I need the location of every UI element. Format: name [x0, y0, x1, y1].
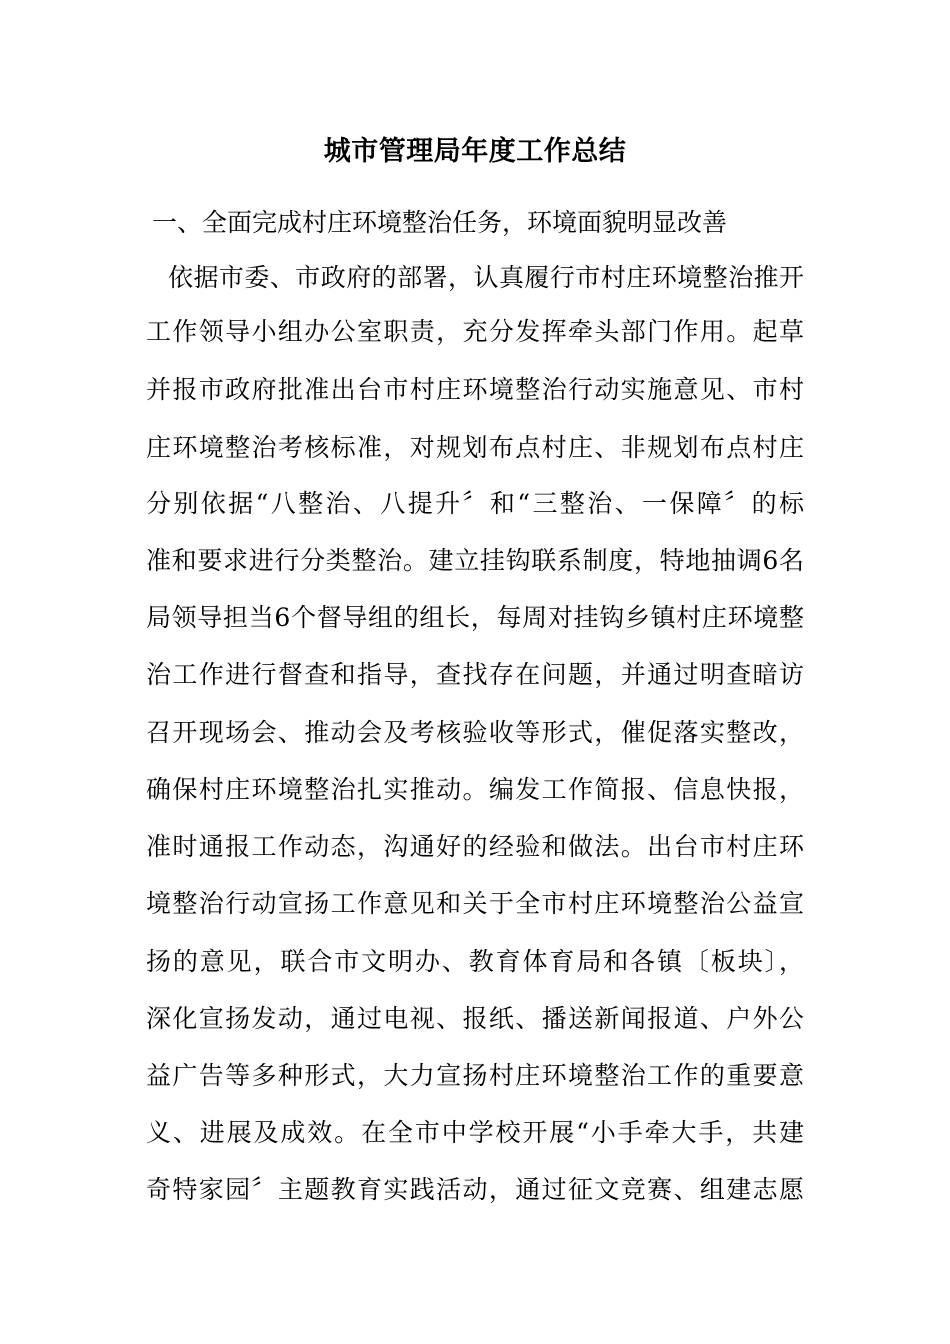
paragraph-line: 依据市委、市政府的部署，认真履行市村庄环境整治推开: [168, 263, 804, 292]
document-title: 城市管理局年度工作总结: [323, 136, 627, 167]
section-heading: 一、全面完成村庄环境整治任务，环境面貌明显改善: [152, 208, 728, 237]
paragraph-line: 治工作进行督查和指导，查找存在问题，并通过明查暗访: [146, 660, 804, 689]
paragraph-line: 局领导担当6个督导组的组长，每周对挂钩乡镇村庄环境整: [146, 603, 804, 632]
paragraph-line: 义、进展及成效。在全市中学校开展“小手牵大手，共建: [146, 1118, 804, 1147]
paragraph-line: 境整治行动宣扬工作意见和关于全市村庄环境整治公益宣: [146, 889, 804, 918]
paragraph-line: 确保村庄环境整治扎实推动。编发工作简报、信息快报，: [146, 775, 804, 804]
paragraph-line: 深化宣扬发动，通过电视、报纸、播送新闻报道、户外公: [146, 1004, 804, 1033]
paragraph-line: 奇特家园〞主题教育实践活动，通过征文竞赛、组建志愿: [146, 1175, 804, 1204]
paragraph-line: 召开现场会、推动会及考核验收等形式，催促落实整改，: [146, 718, 804, 747]
paragraph-line: 工作领导小组办公室职责，充分发挥牵头部门作用。起草: [146, 317, 804, 346]
paragraph-line: 分别依据“八整治、八提升〞和“三整治、一保障〞的标: [146, 489, 804, 518]
paragraph-line: 准时通报工作动态，沟通好的经验和做法。出台市村庄环: [146, 832, 804, 861]
paragraph-line: 准和要求进行分类整治。建立挂钩联系制度，特地抽调6名: [146, 546, 804, 575]
paragraph-line: 并报市政府批准出台市村庄环境整治行动实施意见、市村: [146, 375, 804, 404]
paragraph-line: 庄环境整治考核标准，对规划布点村庄、非规划布点村庄: [146, 433, 804, 462]
paragraph-line: 益广告等多种形式，大力宣扬村庄环境整治工作的重要意: [146, 1061, 804, 1090]
paragraph-line: 扬的意见，联合市文明办、教育体育局和各镇〔板块〕，: [146, 947, 804, 976]
